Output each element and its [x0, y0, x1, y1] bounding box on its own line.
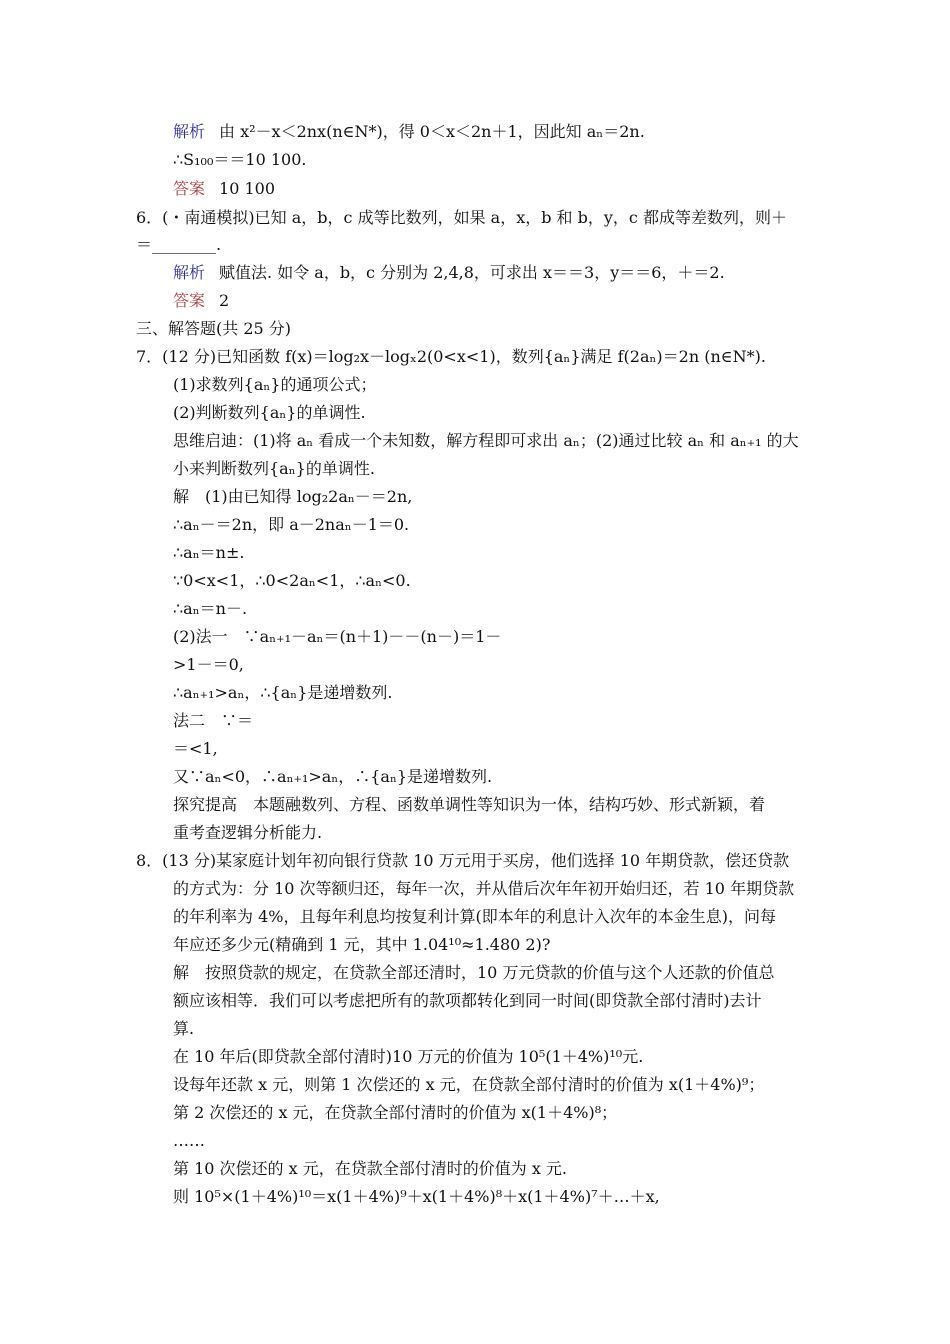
remark-line: 重考查逻辑分析能力.	[173, 823, 323, 842]
question-7: 7．(12 分)已知函数 f(x)＝log₂x－logₓ2(0<x<1)，数列{aₙ}满足 f(2aₙ)＝2n (n∈N*).	[136, 347, 766, 366]
solution-line: ＝<1,	[173, 739, 218, 758]
hint-line: 小来判断数列{aₙ}的单调性.	[173, 459, 375, 478]
solution-text: 赋值法. 如令 a，b，c 分别为 2,4,8，可求出 x＝＝3，y＝＝6，＋＝2.	[219, 263, 725, 282]
solution-line: 解 (1)由已知得 log₂2aₙ－＝2n,	[173, 487, 413, 506]
solution-line: ∴aₙ－＝2n，即 a－2naₙ－1＝0.	[173, 515, 410, 534]
question-6: 6．(・南通模拟)已知 a，b，c 成等比数列，如果 a，x，b 和 b，y，c 都成等差数列，则＋	[136, 208, 787, 227]
solution-line: 第 10 次偿还的 x 元，在贷款全部付清时的价值为 x 元.	[173, 1159, 568, 1178]
answer-label: 答案	[173, 179, 206, 198]
question-8-line: 的年利率为 4%，且每年利息均按复利计算(即本年的利息计入次年的本金生息)，问每	[173, 907, 776, 926]
section-heading: 三、解答题(共 25 分)	[136, 319, 292, 338]
solution-line	[173, 121, 645, 143]
solution-line	[173, 262, 725, 284]
answer-line	[173, 178, 275, 200]
solution-line: 解 按照贷款的规定，在贷款全部还清时，10 万元贷款的价值与这个人还款的价值总	[173, 963, 775, 982]
solution-line: ∴aₙ＝n±.	[173, 543, 245, 562]
analysis-label: 解析	[173, 122, 206, 141]
solution-line: ∴aₙ＝n－.	[173, 599, 248, 618]
question-8-line: 年应还多少元(精确到 1 元，其中 1.04¹⁰≈1.480 2)?	[173, 935, 551, 954]
solution-line: 法二 ∵＝	[173, 711, 254, 730]
ellipsis-line: ……	[173, 1131, 205, 1150]
solution-line: 算.	[173, 1019, 195, 1038]
answer-text: 2	[219, 291, 230, 310]
solution-text: 由 x²－x＜2nx(n∈N*)，得 0＜x＜2n＋1，因此知 aₙ＝2n.	[219, 122, 645, 141]
solution-line: >1－＝0,	[173, 655, 244, 674]
answer-text: 10 100	[219, 179, 275, 198]
equation-line: 则 10⁵×(1＋4%)¹⁰＝x(1＋4%)⁹＋x(1＋4%)⁸＋x(1＋4%)⁷＋…＋x,	[173, 1187, 660, 1206]
solution-line: (2)法一 ∵aₙ₊₁－aₙ＝(n＋1)－－(n－)＝1－	[173, 627, 502, 646]
solution-line: 又∵aₙ<0，∴aₙ₊₁>aₙ，∴{aₙ}是递增数列.	[173, 767, 493, 786]
answer-label: 答案	[173, 291, 206, 310]
question-7-part-2: (2)判断数列{aₙ}的单调性.	[173, 403, 366, 422]
solution-line: ∴aₙ₊₁>aₙ，∴{aₙ}是递增数列.	[173, 683, 393, 702]
solution-line: 在 10 年后(即贷款全部付清时)10 万元的价值为 10⁵(1＋4%)¹⁰元.	[173, 1047, 644, 1066]
question-8: 8．(13 分)某家庭计划年初向银行贷款 10 万元用于买房，他们选择 10 年期贷款，偿还贷款	[136, 851, 790, 870]
question-8-line: 的方式为：分 10 次等额归还，每年一次，并从借后次年年初开始归还，若 10 年期贷款	[173, 879, 795, 898]
answer-line	[173, 290, 229, 312]
hint-line: 思维启迪：(1)将 aₙ 看成一个未知数，解方程即可求出 aₙ；(2)通过比较 aₙ 和 aₙ₊₁ 的大	[173, 431, 799, 450]
remark-line: 探究提高 本题融数列、方程、函数单调性等知识为一体，结构巧妙、形式新颖，着	[173, 795, 766, 814]
question-6-blank: ＝________.	[136, 235, 222, 254]
question-7-part-1: (1)求数列{aₙ}的通项公式；	[173, 375, 377, 394]
solution-line: 第 2 次偿还的 x 元，在贷款全部付清时的价值为 x(1＋4%)⁸；	[173, 1103, 618, 1122]
solution-line: 设每年还款 x 元，则第 1 次偿还的 x 元，在贷款全部付清时的价值为 x(1＋4%)⁹；	[173, 1075, 765, 1094]
solution-line: ∴S₁₀₀＝＝10 100.	[173, 150, 307, 169]
solution-line: 额应该相等．我们可以考虑把所有的款项都转化到同一时间(即贷款全部付清时)去计	[173, 991, 762, 1010]
analysis-label: 解析	[173, 263, 206, 282]
solution-line: ∵0<x<1，∴0<2aₙ<1，∴aₙ<0.	[173, 571, 411, 590]
